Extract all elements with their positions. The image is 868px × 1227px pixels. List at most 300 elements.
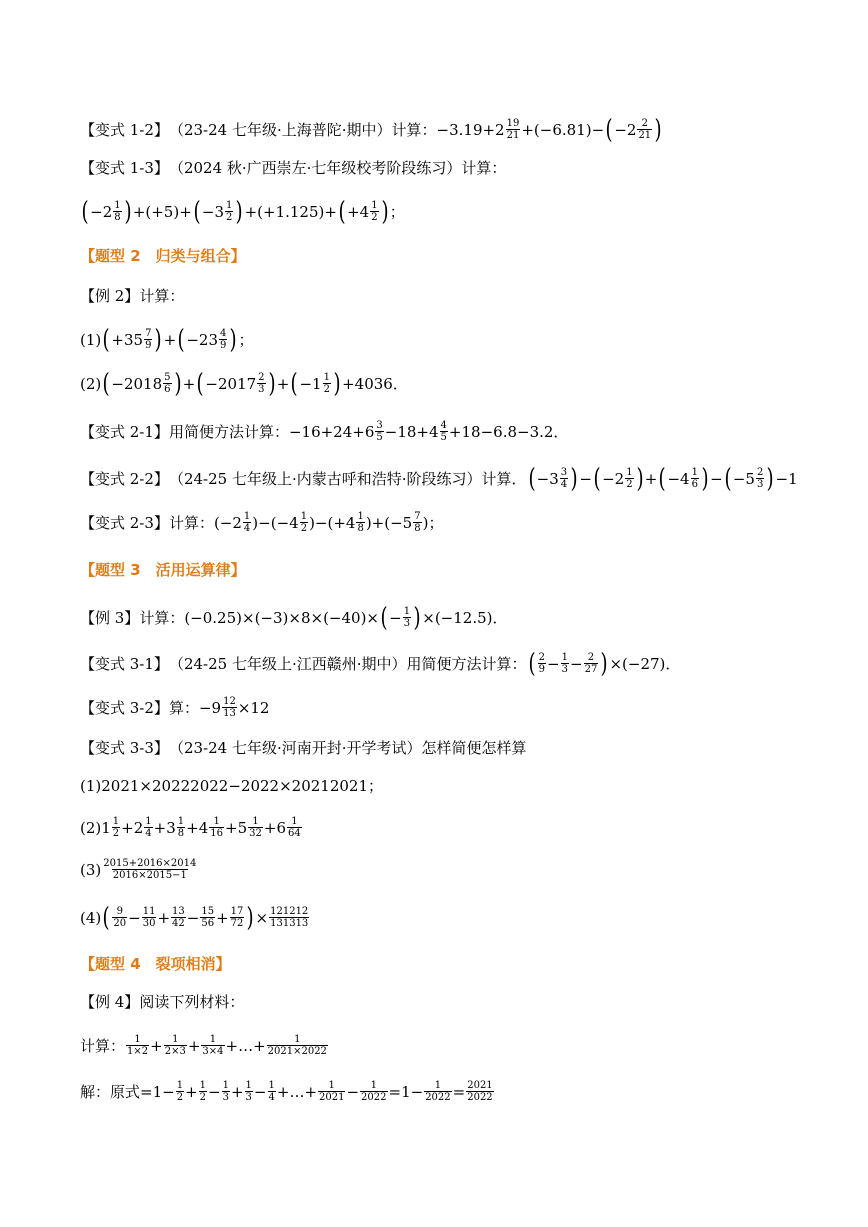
- variant-3-2: [80, 696, 269, 719]
- denominator: 3: [245, 1092, 252, 1103]
- right-paren: ): [654, 114, 662, 145]
- right-paren: ): [246, 902, 255, 933]
- expr: −: [710, 469, 723, 488]
- expr: −5: [732, 469, 755, 488]
- label: 用简便方法计算：: [168, 422, 289, 441]
- expr: −3.19+2: [436, 120, 505, 139]
- right-paren: ): [268, 368, 276, 399]
- fraction: [323, 372, 331, 395]
- left-paren: (: [177, 324, 185, 355]
- numerator: 1: [172, 1034, 179, 1045]
- fraction: [144, 816, 152, 839]
- denominator: 16: [210, 828, 224, 839]
- expr: +…+: [276, 1082, 318, 1101]
- fraction: [142, 906, 157, 929]
- expr: −4: [667, 469, 690, 488]
- denominator: 3: [756, 479, 764, 490]
- expr: −2: [602, 469, 625, 488]
- left-paren: (: [380, 602, 388, 633]
- fraction: [200, 906, 215, 929]
- variant-tag: 【变式 3-1】: [80, 654, 169, 673]
- fraction: [300, 511, 308, 534]
- denominator: 13: [223, 708, 236, 719]
- right-paren: ): [570, 463, 578, 494]
- numerator: 12: [223, 696, 236, 707]
- part-label: (2): [80, 818, 102, 837]
- right-paren: ): [413, 602, 421, 633]
- fraction: [112, 816, 120, 839]
- fraction: [318, 1080, 345, 1103]
- fraction: [637, 118, 652, 141]
- numerator: 1: [252, 816, 259, 827]
- fraction: [560, 467, 568, 490]
- label: 计算：: [139, 608, 185, 627]
- denominator: 4: [268, 1092, 275, 1103]
- variant-2-2: [80, 463, 798, 494]
- numerator: 121212: [270, 906, 309, 917]
- left-paren: (: [102, 902, 110, 933]
- variant-3-3-part-2: [80, 816, 303, 839]
- denominator: 6: [164, 384, 171, 395]
- expr: (−2: [213, 513, 242, 532]
- numerator: 1: [145, 816, 152, 827]
- expr: −: [128, 908, 141, 927]
- denominator: 2021: [319, 1092, 345, 1103]
- fraction: [561, 652, 569, 675]
- fraction: [756, 467, 764, 490]
- right-paren: ): [381, 196, 389, 227]
- expr: +(+1.125)+: [244, 202, 337, 221]
- variant-tag: 【变式 2-2】: [80, 469, 169, 488]
- fraction: [222, 1080, 230, 1103]
- denominator: 2022: [425, 1092, 451, 1103]
- denominator: 3: [222, 1092, 229, 1103]
- example-4: [80, 992, 244, 1012]
- numerator: 7: [145, 328, 152, 339]
- denominator: 8: [357, 523, 364, 534]
- numerator: 2015+2016×2014: [103, 858, 197, 869]
- fraction: [424, 1080, 451, 1103]
- expr: +: [187, 1036, 201, 1055]
- denominator: 2: [300, 523, 308, 534]
- expr: +…+: [225, 1036, 266, 1055]
- variant-3-3-part-1: (1)2021×20222022−2022×20212021；: [80, 777, 383, 795]
- numerator: 1: [403, 606, 411, 617]
- expr: +4: [347, 202, 370, 221]
- expr: −: [186, 908, 200, 927]
- denominator: 4: [560, 479, 568, 490]
- right-paren: ): [701, 463, 709, 494]
- expr: −1: [299, 374, 322, 393]
- numerator: 1: [245, 1080, 252, 1091]
- numerator: 1: [209, 1034, 217, 1045]
- fraction: [199, 1080, 207, 1103]
- expr: +: [644, 469, 658, 488]
- expr: −: [208, 1082, 221, 1101]
- denominator: 2×3: [164, 1046, 186, 1057]
- denominator: 21: [506, 130, 520, 141]
- expr: +(+5)+: [132, 202, 192, 221]
- example-2-part-1: [80, 324, 254, 355]
- source: （2024 秋·广西崇左·七年级校考阶段练习）: [168, 159, 462, 177]
- fraction: [144, 328, 152, 351]
- expr: +: [182, 374, 196, 393]
- label: 计算：: [168, 513, 214, 532]
- left-paren: (: [528, 463, 536, 494]
- denominator: 21: [638, 130, 652, 141]
- variant-1-3: [80, 158, 506, 178]
- expr: =1−: [388, 1082, 424, 1101]
- source: （23-24 七年级·河南开封·开学考试）: [168, 739, 422, 757]
- fraction: [267, 1034, 328, 1057]
- expr: +: [150, 1036, 163, 1055]
- section-heading-3: 【题型 3 活用运算律】: [80, 561, 246, 579]
- expr: +4036．: [342, 374, 408, 393]
- numerator: 19: [506, 118, 520, 129]
- expr: −2018: [111, 374, 163, 393]
- numerator: 2: [756, 467, 764, 478]
- right-paren: ): [235, 196, 244, 227]
- expr: −: [579, 469, 592, 488]
- fraction: [538, 652, 546, 675]
- expr: −: [253, 1082, 267, 1101]
- variant-tag: 【变式 3-2】: [80, 698, 169, 717]
- denominator: 42: [172, 918, 185, 929]
- numerator: 1: [291, 816, 298, 827]
- expr: +35: [111, 330, 144, 349]
- section-heading-2: 【题型 2 归类与组合】: [80, 247, 246, 265]
- denominator: 9: [219, 340, 227, 351]
- denominator: 3: [258, 384, 265, 395]
- denominator: 131313: [270, 918, 309, 929]
- expr: 1: [101, 818, 111, 837]
- fraction: [225, 200, 233, 223]
- expr: −9: [198, 698, 222, 717]
- fraction: [625, 467, 633, 490]
- fraction: [466, 1080, 493, 1103]
- fraction: [268, 1080, 276, 1103]
- variant-1-2: [80, 114, 663, 145]
- denominator: 2: [112, 828, 120, 839]
- expr: =: [452, 1082, 466, 1101]
- numerator: 1: [213, 816, 220, 827]
- expr: )−(+4: [309, 513, 356, 532]
- denominator: 3: [403, 618, 411, 629]
- numerator: 1: [370, 1080, 377, 1091]
- denominator: 9: [145, 340, 152, 351]
- expr: +(−6.81)−: [521, 120, 605, 139]
- variant-3-1: [80, 648, 681, 679]
- denominator: 2: [176, 1092, 184, 1103]
- fraction: [176, 1080, 184, 1103]
- variant-3-3-part-4: [80, 902, 310, 933]
- fraction: [287, 816, 302, 839]
- expr: +: [216, 908, 229, 927]
- expr: )−(−4: [252, 513, 299, 532]
- numerator: 1: [300, 511, 308, 522]
- expr: +: [185, 1082, 198, 1101]
- label: 用简便方法计算：: [406, 654, 527, 673]
- numerator: 13: [172, 906, 185, 917]
- fraction: [356, 511, 364, 534]
- numerator: 5: [164, 372, 171, 383]
- expr: −18+4: [384, 422, 439, 441]
- variant-tag: 【变式 1-3】: [80, 159, 169, 177]
- label: 解：原式=1−: [80, 1082, 175, 1101]
- example-2-part-2: [80, 368, 408, 399]
- right-paren: ): [124, 196, 132, 227]
- denominator: 30: [142, 918, 156, 929]
- source: （23-24 七年级·上海普陀·期中）: [168, 120, 392, 139]
- label: 算：: [168, 698, 199, 717]
- example-4-solution: [80, 1080, 495, 1103]
- numerator: 11: [142, 906, 156, 917]
- variant-2-1: [80, 420, 568, 443]
- denominator: 32: [249, 828, 262, 839]
- part-label: (3): [80, 860, 102, 879]
- label: 怎样简便怎样算: [421, 739, 527, 757]
- denominator: 2022: [361, 1092, 387, 1103]
- left-paren: (: [193, 196, 201, 227]
- denominator: 72: [230, 918, 244, 929]
- left-paren: (: [81, 196, 89, 227]
- example-tag: 【例 4】: [80, 993, 140, 1011]
- expr: ；: [389, 202, 405, 221]
- denominator: 8: [414, 523, 421, 534]
- expr: +3: [153, 818, 176, 837]
- left-paren: (: [658, 463, 666, 494]
- numerator: 1: [177, 816, 185, 827]
- numerator: 17: [230, 906, 244, 917]
- denominator: 2: [323, 384, 330, 395]
- variant-2-3: [80, 511, 443, 534]
- source: （24-25 七年级上·江西赣州·期中）: [168, 654, 407, 673]
- numerator: 2: [641, 118, 648, 129]
- example-2: [80, 286, 184, 306]
- numerator: 1: [323, 372, 330, 383]
- label: 计算．: [481, 469, 527, 488]
- fraction: [360, 1080, 387, 1103]
- right-paren: ): [600, 648, 608, 679]
- variant-tag: 【变式 2-3】: [80, 513, 169, 532]
- source: （24-25 七年级上·内蒙古呼和浩特·阶段练习）: [168, 469, 482, 488]
- expr: −16+24+6: [288, 422, 375, 441]
- numerator: 1: [328, 1080, 335, 1091]
- fraction: [257, 372, 265, 395]
- fraction: [691, 467, 699, 490]
- numerator: 1: [226, 200, 233, 211]
- denominator: 3: [561, 664, 568, 675]
- right-paren: ): [229, 324, 237, 355]
- denominator: 8: [177, 828, 185, 839]
- expr: −1: [775, 469, 798, 488]
- expr: +: [276, 374, 290, 393]
- numerator: 1: [357, 511, 364, 522]
- fraction: [230, 906, 245, 929]
- fraction: [112, 906, 127, 929]
- fraction: [102, 858, 197, 881]
- expr: +: [163, 330, 177, 349]
- expr: ×: [255, 908, 269, 927]
- right-paren: ): [636, 463, 644, 494]
- denominator: 6: [691, 479, 698, 490]
- left-paren: (: [724, 463, 732, 494]
- fraction: [375, 420, 383, 443]
- expr: )；: [422, 513, 444, 532]
- section-heading-4: 【题型 4 裂项相消】: [80, 955, 231, 973]
- denominator: 8: [114, 212, 121, 223]
- fraction: [171, 906, 186, 929]
- fraction: [126, 1034, 149, 1057]
- denominator: 5: [376, 432, 383, 443]
- numerator: 2: [258, 372, 265, 383]
- denominator: 20: [113, 918, 127, 929]
- denominator: 4: [145, 828, 152, 839]
- expr: +5: [225, 818, 248, 837]
- fraction: [209, 816, 224, 839]
- denominator: 27: [584, 664, 598, 675]
- fraction: [440, 420, 448, 443]
- expr: +: [157, 908, 171, 927]
- expr: −2: [614, 120, 637, 139]
- numerator: 1: [114, 200, 121, 211]
- numerator: 4: [219, 328, 227, 339]
- expr: +18−6.8−3.2．: [448, 422, 569, 441]
- numerator: 2: [538, 652, 546, 663]
- numerator: 1: [112, 816, 120, 827]
- numerator: 4: [440, 420, 447, 431]
- example-4-compute: [80, 1034, 329, 1057]
- variant-1-3-expression: [80, 196, 405, 227]
- fraction: [222, 696, 237, 719]
- variant-tag: 【变式 3-3】: [80, 739, 169, 757]
- numerator: 9: [116, 906, 123, 917]
- denominator: 2: [226, 212, 233, 223]
- expr: +6: [263, 818, 287, 837]
- left-paren: (: [290, 368, 298, 399]
- variant-tag: 【变式 1-2】: [80, 120, 169, 139]
- example-3: [80, 602, 508, 633]
- label: 计算：: [80, 1036, 126, 1055]
- numerator: 1: [222, 1080, 229, 1091]
- part-label: (2): [80, 374, 102, 393]
- numerator: 15: [201, 906, 215, 917]
- numerator: 2: [587, 652, 595, 663]
- denominator: 1×2: [127, 1046, 149, 1057]
- numerator: 7: [414, 511, 421, 522]
- denominator: 2021×2022: [267, 1046, 327, 1057]
- expr: (−0.25)×(−3)×8×(−40)×: [184, 608, 379, 627]
- variant-3-3: [80, 738, 527, 758]
- fraction: [506, 118, 521, 141]
- expr: −: [570, 654, 583, 673]
- fraction: [413, 511, 421, 534]
- fraction: [219, 328, 227, 351]
- expr: ×12: [237, 698, 270, 717]
- right-paren: ): [174, 368, 182, 399]
- left-paren: (: [605, 114, 613, 145]
- label: 计算：: [139, 287, 185, 305]
- denominator: 64: [288, 828, 301, 839]
- numerator: 1: [294, 1034, 301, 1045]
- expr: +2: [121, 818, 144, 837]
- numerator: 1: [243, 511, 251, 522]
- denominator: 5: [440, 432, 447, 443]
- expr: ×(−27)．: [609, 654, 681, 673]
- expr: −2017: [205, 374, 257, 393]
- numerator: 1: [561, 652, 568, 663]
- label: 计算：: [391, 120, 437, 139]
- numerator: 3: [376, 420, 383, 431]
- label: 阅读下列材料：: [139, 993, 245, 1011]
- right-paren: ): [333, 368, 341, 399]
- numerator: 1: [626, 467, 633, 478]
- left-paren: (: [102, 368, 110, 399]
- expr: −: [389, 608, 402, 627]
- part-label: (1): [80, 330, 102, 349]
- fraction: [177, 816, 185, 839]
- fraction: [403, 606, 411, 629]
- numerator: 1: [176, 1080, 184, 1091]
- fraction: [113, 200, 121, 223]
- expr: +: [230, 1082, 244, 1101]
- left-paren: (: [593, 463, 601, 494]
- label: 计算：: [461, 159, 507, 177]
- expr: −3: [201, 202, 225, 221]
- fraction: [243, 511, 251, 534]
- fraction: [584, 652, 599, 675]
- expr: −3: [536, 469, 559, 488]
- numerator: 1: [134, 1034, 141, 1045]
- denominator: 56: [201, 918, 215, 929]
- expr: +4: [186, 818, 209, 837]
- denominator: 4: [243, 523, 251, 534]
- denominator: 2016×2015−1: [112, 870, 187, 881]
- expr: −23: [186, 330, 218, 349]
- fraction: [201, 1034, 224, 1057]
- right-paren: ): [766, 463, 774, 494]
- denominator: 3×4: [202, 1046, 224, 1057]
- denominator: 2: [626, 479, 633, 490]
- left-paren: (: [338, 196, 346, 227]
- fraction: [245, 1080, 253, 1103]
- fraction: [163, 372, 171, 395]
- part-label: (4): [80, 908, 102, 927]
- denominator: 9: [538, 664, 546, 675]
- expr: ×(−12.5)．: [422, 608, 508, 627]
- fraction: [164, 1034, 187, 1057]
- variant-3-3-part-3: [80, 858, 198, 881]
- expr: )+(−5: [365, 513, 413, 532]
- denominator: 2022: [467, 1092, 493, 1103]
- example-tag: 【例 2】: [80, 287, 140, 305]
- expr: −: [547, 654, 560, 673]
- example-tag: 【例 3】: [80, 608, 140, 627]
- denominator: 2: [199, 1092, 207, 1103]
- numerator: 2021: [467, 1080, 493, 1091]
- denominator: 2: [371, 212, 378, 223]
- fraction: [248, 816, 263, 839]
- expr: −: [346, 1082, 360, 1101]
- fraction: [269, 906, 309, 929]
- numerator: 1: [691, 467, 698, 478]
- expr: −2: [90, 202, 113, 221]
- variant-tag: 【变式 2-1】: [80, 422, 169, 441]
- expr: ；: [238, 330, 254, 349]
- numerator: 1: [199, 1080, 207, 1091]
- numerator: 1: [434, 1080, 442, 1091]
- left-paren: (: [196, 368, 204, 399]
